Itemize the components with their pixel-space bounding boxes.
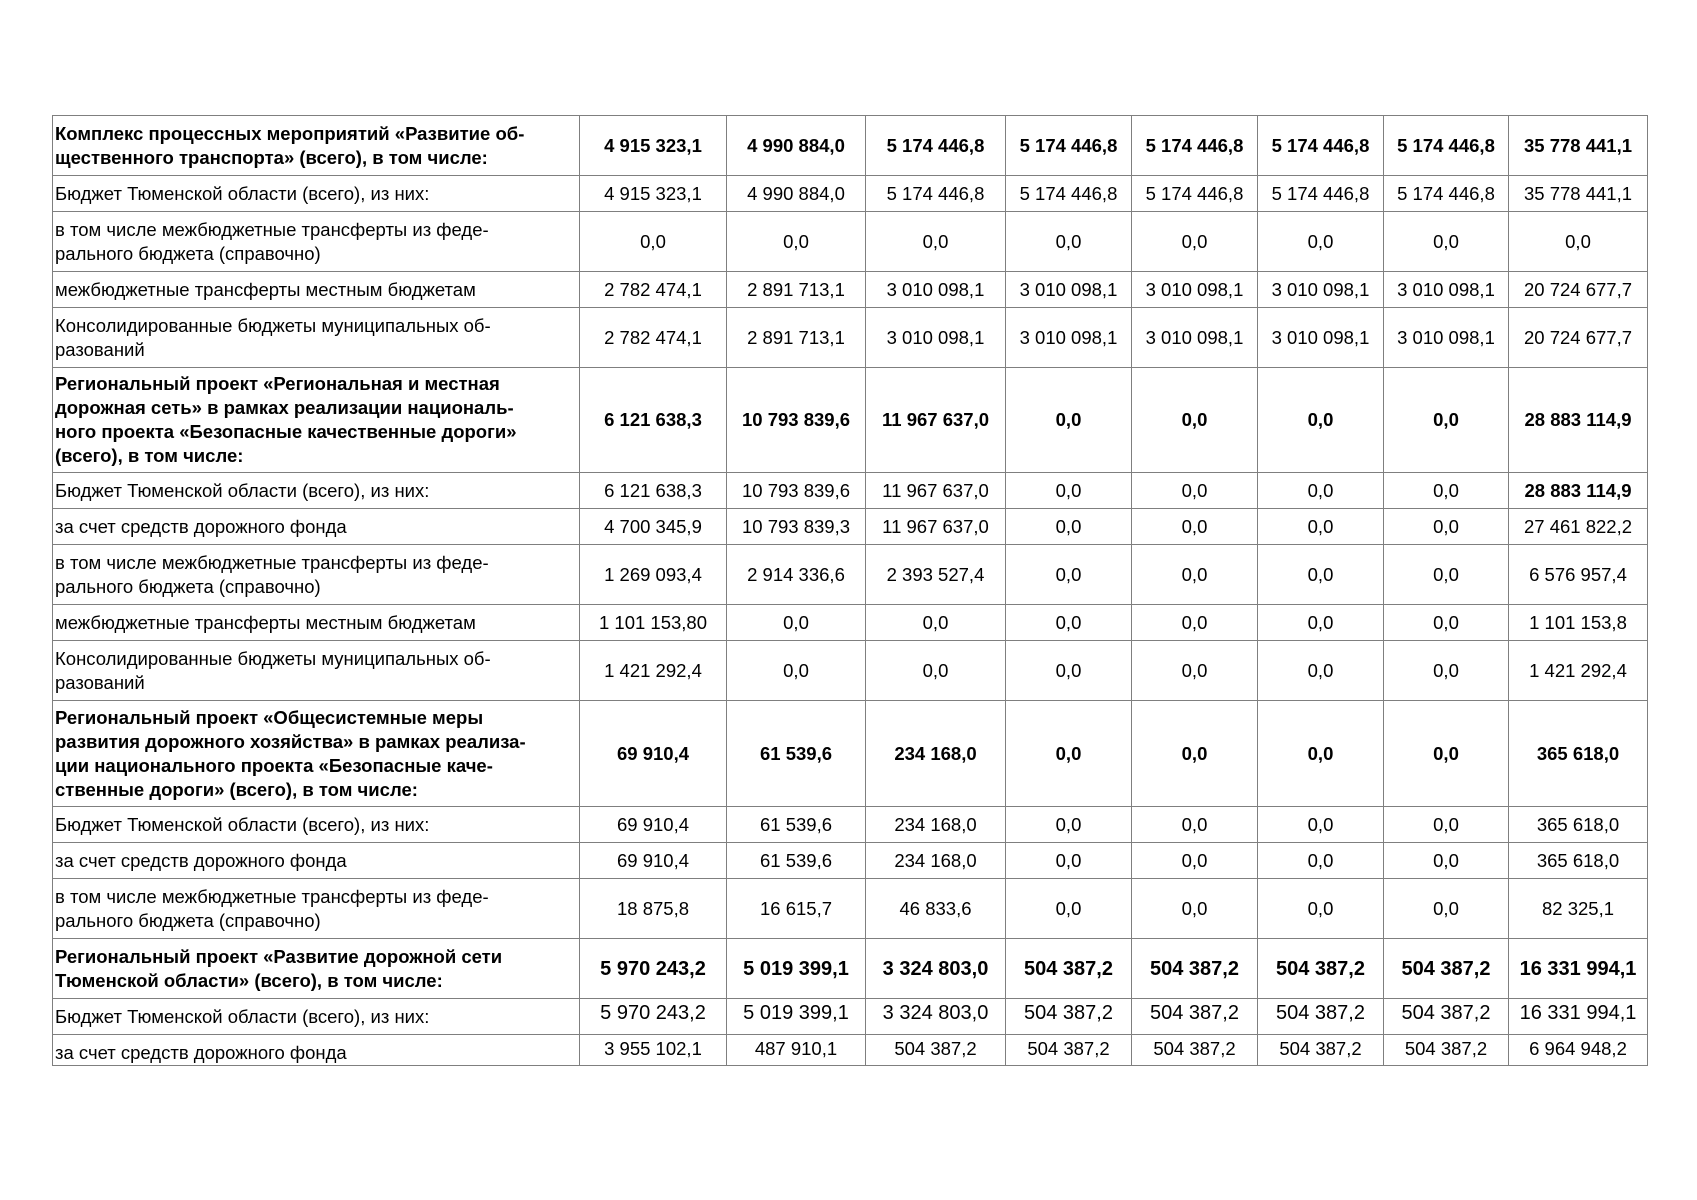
value-cell: 0,0 <box>1006 879 1132 939</box>
value-cell: 0,0 <box>1132 843 1258 879</box>
value-cell: 5 174 446,8 <box>866 176 1006 212</box>
row-label-line: Региональный проект «Региональная и местная <box>55 373 500 394</box>
value-cell: 0,0 <box>1258 641 1384 701</box>
row-total-cell: 35 778 441,1 <box>1509 176 1648 212</box>
row-total-cell: 365 618,0 <box>1509 807 1648 843</box>
value-cell: 16 615,7 <box>727 879 866 939</box>
value-cell: 0,0 <box>1384 545 1509 605</box>
row-total-cell: 35 778 441,1 <box>1509 116 1648 176</box>
value-cell: 3 010 098,1 <box>866 272 1006 308</box>
table-row <box>53 999 1648 1035</box>
table-row <box>53 605 1648 641</box>
row-label <box>53 116 580 176</box>
table-body <box>53 116 1648 1066</box>
value-cell: 2 914 336,6 <box>727 545 866 605</box>
row-total-cell: 27 461 822,2 <box>1509 509 1648 545</box>
value-cell: 0,0 <box>1006 843 1132 879</box>
value-cell: 0,0 <box>1006 701 1132 807</box>
row-label-line: за счет средств дорожного фонда <box>55 1042 347 1063</box>
table-row <box>53 473 1648 509</box>
table-row <box>53 545 1648 605</box>
value-cell: 5 019 399,1 <box>727 999 866 1035</box>
row-label-line: в том числе межбюджетные трансферты из феде- <box>55 218 489 240</box>
row-label-line: в том числе межбюджетные трансферты из феде- <box>55 551 489 573</box>
row-label-line: в том числе межбюджетные трансферты из феде- <box>55 885 489 907</box>
row-label-line: разований <box>55 338 145 360</box>
value-cell: 234 168,0 <box>866 701 1006 807</box>
value-cell: 5 174 446,8 <box>1132 176 1258 212</box>
value-cell: 504 387,2 <box>1384 999 1509 1035</box>
value-cell: 504 387,2 <box>1258 999 1384 1035</box>
value-cell: 0,0 <box>1384 605 1509 641</box>
value-cell: 0,0 <box>1006 641 1132 701</box>
value-cell: 234 168,0 <box>866 843 1006 879</box>
value-cell: 0,0 <box>1006 545 1132 605</box>
value-cell: 4 915 323,1 <box>580 116 727 176</box>
row-total-cell: 0,0 <box>1509 212 1648 272</box>
value-cell: 69 910,4 <box>580 843 727 879</box>
value-cell: 6 121 638,3 <box>580 473 727 509</box>
value-cell: 0,0 <box>1258 843 1384 879</box>
row-total-cell: 16 331 994,1 <box>1509 999 1648 1035</box>
value-cell: 69 910,4 <box>580 701 727 807</box>
value-cell: 0,0 <box>1132 473 1258 509</box>
value-cell: 0,0 <box>1258 473 1384 509</box>
value-cell: 5 174 446,8 <box>1384 176 1509 212</box>
value-cell: 0,0 <box>1132 701 1258 807</box>
value-cell: 504 387,2 <box>1006 999 1132 1035</box>
value-cell: 0,0 <box>1384 641 1509 701</box>
value-cell: 5 970 243,2 <box>580 939 727 999</box>
value-cell: 2 393 527,4 <box>866 545 1006 605</box>
row-label <box>53 473 580 509</box>
table-row <box>53 368 1648 473</box>
value-cell: 3 010 098,1 <box>1258 272 1384 308</box>
value-cell: 3 010 098,1 <box>1132 272 1258 308</box>
value-cell: 3 010 098,1 <box>1006 272 1132 308</box>
budget-table <box>52 115 1648 1066</box>
row-label-line: Региональный проект «Развитие дорожной сети <box>55 945 503 967</box>
row-label <box>53 701 580 807</box>
value-cell: 0,0 <box>1006 368 1132 473</box>
value-cell: 5 174 446,8 <box>1258 176 1384 212</box>
row-label <box>53 807 580 843</box>
row-label <box>53 939 580 999</box>
value-cell: 3 010 098,1 <box>1258 308 1384 368</box>
value-cell: 0,0 <box>1132 545 1258 605</box>
value-cell: 0,0 <box>1384 843 1509 879</box>
value-cell: 3 010 098,1 <box>1132 308 1258 368</box>
value-cell: 0,0 <box>727 212 866 272</box>
value-cell: 234 168,0 <box>866 807 1006 843</box>
value-cell: 504 387,2 <box>866 1035 1006 1066</box>
row-total-cell: 20 724 677,7 <box>1509 272 1648 308</box>
value-cell: 0,0 <box>727 605 866 641</box>
row-label-line: Бюджет Тюменской области (всего), из них: <box>55 479 430 501</box>
value-cell: 504 387,2 <box>1006 939 1132 999</box>
value-cell: 0,0 <box>1132 807 1258 843</box>
row-label <box>53 368 580 473</box>
value-cell: 0,0 <box>866 212 1006 272</box>
table-row <box>53 843 1648 879</box>
row-total-cell: 365 618,0 <box>1509 843 1648 879</box>
value-cell: 0,0 <box>1132 509 1258 545</box>
value-cell: 3 955 102,1 <box>580 1035 727 1066</box>
value-cell: 4 990 884,0 <box>727 176 866 212</box>
value-cell: 0,0 <box>1006 212 1132 272</box>
row-label-line: развития дорожного хозяйства» в рамках реализа- <box>55 730 526 752</box>
value-cell: 69 910,4 <box>580 807 727 843</box>
row-label-line: ции национального проекта «Безопасные каче- <box>55 754 493 776</box>
value-cell: 504 387,2 <box>1132 999 1258 1035</box>
row-label-line: дорожная сеть» в рамках реализации националь- <box>55 397 514 418</box>
value-cell: 10 793 839,6 <box>727 368 866 473</box>
value-cell: 0,0 <box>1384 473 1509 509</box>
value-cell: 0,0 <box>1384 879 1509 939</box>
value-cell: 0,0 <box>1006 605 1132 641</box>
value-cell: 10 793 839,3 <box>727 509 866 545</box>
value-cell: 0,0 <box>1258 545 1384 605</box>
value-cell: 2 891 713,1 <box>727 272 866 308</box>
value-cell: 3 010 098,1 <box>866 308 1006 368</box>
value-cell: 2 782 474,1 <box>580 308 727 368</box>
value-cell: 3 010 098,1 <box>1384 272 1509 308</box>
row-label <box>53 999 580 1035</box>
row-label <box>53 308 580 368</box>
value-cell: 0,0 <box>1132 605 1258 641</box>
row-total-cell: 20 724 677,7 <box>1509 308 1648 368</box>
value-cell: 18 875,8 <box>580 879 727 939</box>
row-label-line: Бюджет Тюменской области (всего), из них: <box>55 813 430 835</box>
value-cell: 5 174 446,8 <box>1006 116 1132 176</box>
row-label <box>53 545 580 605</box>
value-cell: 4 990 884,0 <box>727 116 866 176</box>
value-cell: 0,0 <box>580 212 727 272</box>
table-row <box>53 176 1648 212</box>
value-cell: 0,0 <box>866 605 1006 641</box>
table-row <box>53 308 1648 368</box>
value-cell: 2 891 713,1 <box>727 308 866 368</box>
row-label-line: Бюджет Тюменской области (всего), из них: <box>55 1005 430 1027</box>
row-label-line: за счет средств дорожного фонда <box>55 515 347 537</box>
value-cell: 504 387,2 <box>1384 1035 1509 1066</box>
value-cell: 2 782 474,1 <box>580 272 727 308</box>
row-label-line: Комплекс процессных мероприятий «Развитие об- <box>55 122 525 144</box>
row-label-line: (всего), в том числе: <box>55 445 244 466</box>
value-cell: 487 910,1 <box>727 1035 866 1066</box>
value-cell: 0,0 <box>1384 368 1509 473</box>
value-cell: 61 539,6 <box>727 807 866 843</box>
value-cell: 46 833,6 <box>866 879 1006 939</box>
value-cell: 0,0 <box>866 641 1006 701</box>
table-row <box>53 509 1648 545</box>
table-row <box>53 701 1648 807</box>
row-total-cell: 1 101 153,8 <box>1509 605 1648 641</box>
table-row <box>53 939 1648 999</box>
value-cell: 5 970 243,2 <box>580 999 727 1035</box>
value-cell: 0,0 <box>1132 368 1258 473</box>
row-label-line: за счет средств дорожного фонда <box>55 849 347 871</box>
value-cell: 0,0 <box>1132 641 1258 701</box>
value-cell: 0,0 <box>1132 879 1258 939</box>
value-cell: 0,0 <box>1006 807 1132 843</box>
value-cell: 11 967 637,0 <box>866 509 1006 545</box>
row-label <box>53 176 580 212</box>
row-label-line: ного проекта «Безопасные качественные дороги» <box>55 421 517 442</box>
value-cell: 61 539,6 <box>727 843 866 879</box>
row-label <box>53 272 580 308</box>
value-cell: 3 010 098,1 <box>1006 308 1132 368</box>
row-label-line: ственные дороги» (всего), в том числе: <box>55 778 418 800</box>
value-cell: 11 967 637,0 <box>866 473 1006 509</box>
value-cell: 0,0 <box>1132 212 1258 272</box>
value-cell: 504 387,2 <box>1132 939 1258 999</box>
row-label-line: межбюджетные трансферты местным бюджетам <box>55 611 476 633</box>
value-cell: 504 387,2 <box>1132 1035 1258 1066</box>
value-cell: 3 324 803,0 <box>866 939 1006 999</box>
row-label <box>53 641 580 701</box>
row-label-line: Консолидированные бюджеты муниципальных об- <box>55 314 491 336</box>
row-label <box>53 605 580 641</box>
value-cell: 5 019 399,1 <box>727 939 866 999</box>
value-cell: 504 387,2 <box>1006 1035 1132 1066</box>
row-total-cell: 28 883 114,9 <box>1509 473 1648 509</box>
value-cell: 4 700 345,9 <box>580 509 727 545</box>
value-cell: 0,0 <box>1258 212 1384 272</box>
table-row <box>53 212 1648 272</box>
value-cell: 0,0 <box>1384 212 1509 272</box>
table-row <box>53 879 1648 939</box>
value-cell: 504 387,2 <box>1384 939 1509 999</box>
row-label-line: рального бюджета (справочно) <box>55 909 321 931</box>
table-row <box>53 116 1648 176</box>
table-row <box>53 807 1648 843</box>
value-cell: 1 269 093,4 <box>580 545 727 605</box>
row-label <box>53 509 580 545</box>
value-cell: 0,0 <box>1258 509 1384 545</box>
row-label-line: Тюменской области» (всего), в том числе: <box>55 969 443 991</box>
value-cell: 6 121 638,3 <box>580 368 727 473</box>
row-total-cell: 1 421 292,4 <box>1509 641 1648 701</box>
row-label <box>53 1035 580 1066</box>
row-total-cell: 6 964 948,2 <box>1509 1035 1648 1066</box>
value-cell: 0,0 <box>1258 368 1384 473</box>
value-cell: 10 793 839,6 <box>727 473 866 509</box>
table-row <box>53 1035 1648 1066</box>
value-cell: 0,0 <box>1258 807 1384 843</box>
row-label <box>53 843 580 879</box>
value-cell: 0,0 <box>1384 509 1509 545</box>
value-cell: 0,0 <box>1384 807 1509 843</box>
row-label-line: рального бюджета (справочно) <box>55 575 321 597</box>
value-cell: 11 967 637,0 <box>866 368 1006 473</box>
row-total-cell: 365 618,0 <box>1509 701 1648 807</box>
value-cell: 0,0 <box>1384 701 1509 807</box>
table-row <box>53 641 1648 701</box>
value-cell: 5 174 446,8 <box>1132 116 1258 176</box>
row-label-line: щественного транспорта» (всего), в том числе: <box>55 146 488 168</box>
value-cell: 1 101 153,80 <box>580 605 727 641</box>
value-cell: 0,0 <box>1258 605 1384 641</box>
row-label-line: Бюджет Тюменской области (всего), из них: <box>55 182 430 204</box>
table-row <box>53 272 1648 308</box>
value-cell: 5 174 446,8 <box>1006 176 1132 212</box>
value-cell: 0,0 <box>1258 701 1384 807</box>
value-cell: 5 174 446,8 <box>866 116 1006 176</box>
value-cell: 1 421 292,4 <box>580 641 727 701</box>
row-total-cell: 82 325,1 <box>1509 879 1648 939</box>
value-cell: 0,0 <box>1006 473 1132 509</box>
value-cell: 0,0 <box>727 641 866 701</box>
value-cell: 3 324 803,0 <box>866 999 1006 1035</box>
value-cell: 504 387,2 <box>1258 1035 1384 1066</box>
row-label-line: межбюджетные трансферты местным бюджетам <box>55 278 476 300</box>
row-total-cell: 16 331 994,1 <box>1509 939 1648 999</box>
value-cell: 5 174 446,8 <box>1384 116 1509 176</box>
value-cell: 4 915 323,1 <box>580 176 727 212</box>
value-cell: 504 387,2 <box>1258 939 1384 999</box>
value-cell: 61 539,6 <box>727 701 866 807</box>
value-cell: 0,0 <box>1006 509 1132 545</box>
row-label-line: Консолидированные бюджеты муниципальных об- <box>55 647 491 669</box>
row-total-cell: 6 576 957,4 <box>1509 545 1648 605</box>
value-cell: 0,0 <box>1258 879 1384 939</box>
value-cell: 5 174 446,8 <box>1258 116 1384 176</box>
row-label-line: Региональный проект «Общесистемные меры <box>55 706 484 728</box>
row-label-line: рального бюджета (справочно) <box>55 242 321 264</box>
row-label <box>53 879 580 939</box>
row-total-cell: 28 883 114,9 <box>1509 368 1648 473</box>
value-cell: 3 010 098,1 <box>1384 308 1509 368</box>
row-label-line: разований <box>55 671 145 693</box>
row-label <box>53 212 580 272</box>
